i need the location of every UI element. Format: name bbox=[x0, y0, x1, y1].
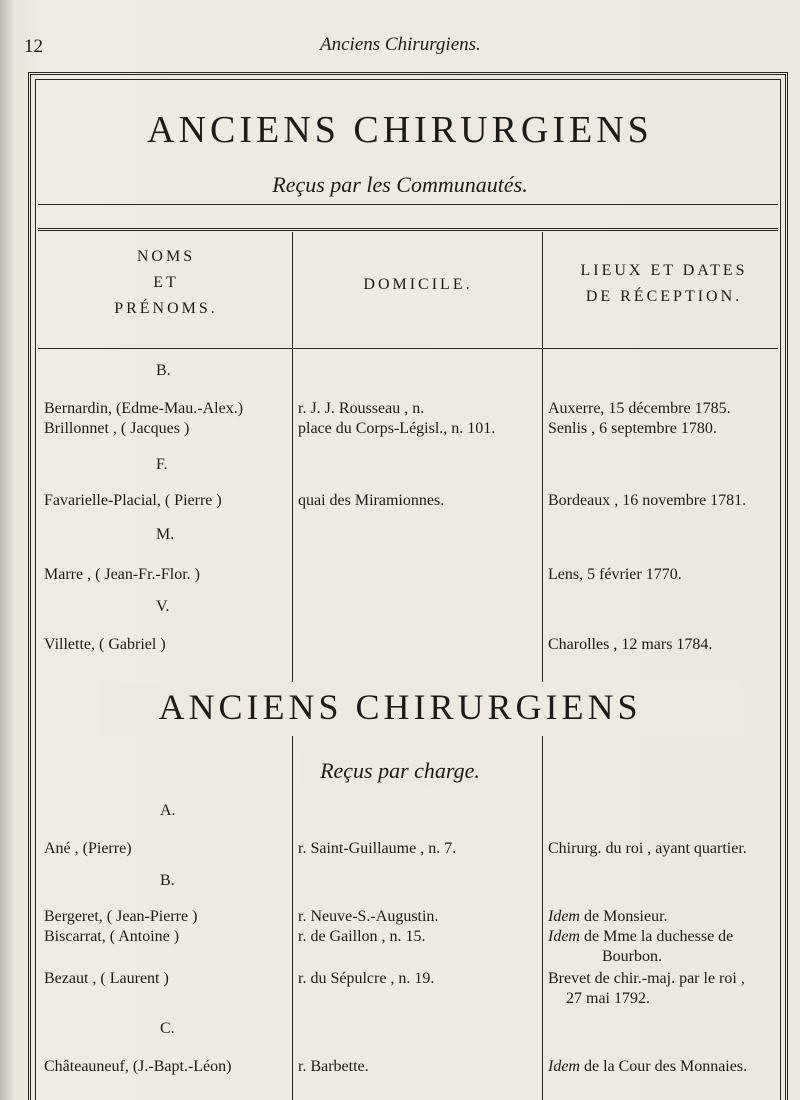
idem-label: Idem bbox=[548, 928, 580, 945]
col-header-reception bbox=[544, 258, 784, 310]
entry-domicile: place du Corps-Législ., n. 101. bbox=[298, 420, 496, 437]
entry-name: Marre , ( Jean-Fr.-Flor. ) bbox=[44, 566, 200, 583]
title-rule bbox=[38, 204, 778, 205]
letter-heading: C. bbox=[160, 1020, 175, 1037]
col-header-names-line2: ET bbox=[153, 274, 179, 291]
entry-name: Favarielle-Placial, ( Pierre ) bbox=[44, 492, 222, 509]
running-title: Anciens Chirurgiens. bbox=[320, 34, 481, 55]
entry-domicile: r. Barbette. bbox=[298, 1058, 369, 1075]
section1-subtitle: Reçus par les Communautés. bbox=[272, 172, 528, 197]
table-row bbox=[0, 566, 800, 588]
entry-domicile: r. Neuve-S.-Augustin. bbox=[298, 908, 439, 925]
entry-name: Bernardin, (Edme-Mau.-Alex.) bbox=[44, 400, 244, 417]
entry-domicile: r. J. J. Rousseau , n. bbox=[298, 400, 425, 417]
entry-name: Châteauneuf, (J.-Bapt.-Léon) bbox=[44, 1058, 232, 1075]
table-row bbox=[0, 970, 800, 992]
table-row bbox=[0, 636, 800, 658]
entry-reception: Lens, 5 février 1770. bbox=[548, 566, 682, 583]
section2-title: ANCIENS CHIRURGIENS bbox=[158, 687, 642, 727]
header-rule-top bbox=[38, 228, 778, 231]
entry-reception bbox=[548, 908, 668, 926]
entry-reception: Bordeaux , 16 novembre 1781. bbox=[548, 492, 747, 509]
letter-heading: B. bbox=[160, 872, 175, 889]
letter-heading: M. bbox=[156, 526, 175, 543]
idem-label: Idem bbox=[548, 908, 580, 925]
letter-heading: F. bbox=[156, 456, 168, 473]
table-row bbox=[0, 492, 800, 514]
col-header-names-line3: PRÉNOMS. bbox=[114, 300, 218, 317]
table-row bbox=[0, 908, 800, 930]
table-row bbox=[0, 1058, 800, 1080]
col-header-domicile bbox=[294, 272, 542, 298]
page-number: 12 bbox=[24, 36, 43, 57]
col-header-reception-line1: LIEUX ET DATES bbox=[580, 262, 748, 279]
reception-text: de Monsieur. bbox=[579, 908, 668, 925]
entry-name: Biscarrat, ( Antoine ) bbox=[44, 928, 180, 945]
table-row bbox=[0, 928, 800, 950]
col-header-domicile-label: DOMICILE. bbox=[363, 276, 473, 293]
letter-heading: A. bbox=[160, 802, 176, 819]
section1-title: ANCIENS CHIRURGIENS bbox=[147, 109, 653, 151]
header-rule-bottom bbox=[38, 348, 778, 349]
entry-domicile: r. du Sépulcre , n. 19. bbox=[298, 970, 435, 987]
entry-reception: Charolles , 12 mars 1784. bbox=[548, 636, 713, 653]
entry-reception-cont: 27 mai 1792. bbox=[566, 990, 650, 1007]
col-header-names-line1: NOMS bbox=[136, 248, 196, 265]
entry-name: Bergeret, ( Jean-Pierre ) bbox=[44, 908, 198, 925]
entry-reception bbox=[548, 928, 733, 946]
section2-subtitle: Reçus par charge. bbox=[320, 758, 480, 783]
entry-reception-cont: Bourbon. bbox=[602, 948, 662, 965]
entry-name: Villette, ( Gabriel ) bbox=[44, 636, 166, 653]
table-row bbox=[0, 400, 800, 422]
entry-name: Ané , (Pierre) bbox=[44, 840, 132, 857]
table-row-continuation bbox=[0, 990, 800, 1012]
entry-reception bbox=[548, 1058, 747, 1076]
entry-name: Bezaut , ( Laurent ) bbox=[44, 970, 169, 987]
letter-heading: B. bbox=[156, 362, 171, 379]
entry-reception: Brevet de chir.-maj. par le roi , bbox=[548, 970, 745, 987]
running-head bbox=[0, 30, 800, 60]
table-row-continuation bbox=[0, 948, 800, 970]
table-row bbox=[0, 420, 800, 442]
letter-heading: V. bbox=[156, 598, 170, 615]
entry-domicile: quai des Miramionnes. bbox=[298, 492, 445, 509]
col-header-names bbox=[40, 244, 292, 322]
entry-reception: Chirurg. du roi , ayant quartier. bbox=[548, 840, 747, 857]
entry-reception: Auxerre, 15 décembre 1785. bbox=[548, 400, 731, 417]
entry-name: Brillonnet , ( Jacques ) bbox=[44, 420, 190, 437]
idem-label: Idem bbox=[548, 1058, 580, 1075]
entry-domicile: r. Saint-Guillaume , n. 7. bbox=[298, 840, 457, 857]
entry-domicile: r. de Gaillon , n. 15. bbox=[298, 928, 426, 945]
table-row bbox=[0, 840, 800, 862]
reception-text: de Mme la duchesse de bbox=[579, 928, 734, 945]
col-header-reception-line2: DE RÉCEPTION. bbox=[585, 288, 743, 305]
reception-text: de la Cour des Monnaies. bbox=[579, 1058, 748, 1075]
entry-reception: Senlis , 6 septembre 1780. bbox=[548, 420, 717, 437]
